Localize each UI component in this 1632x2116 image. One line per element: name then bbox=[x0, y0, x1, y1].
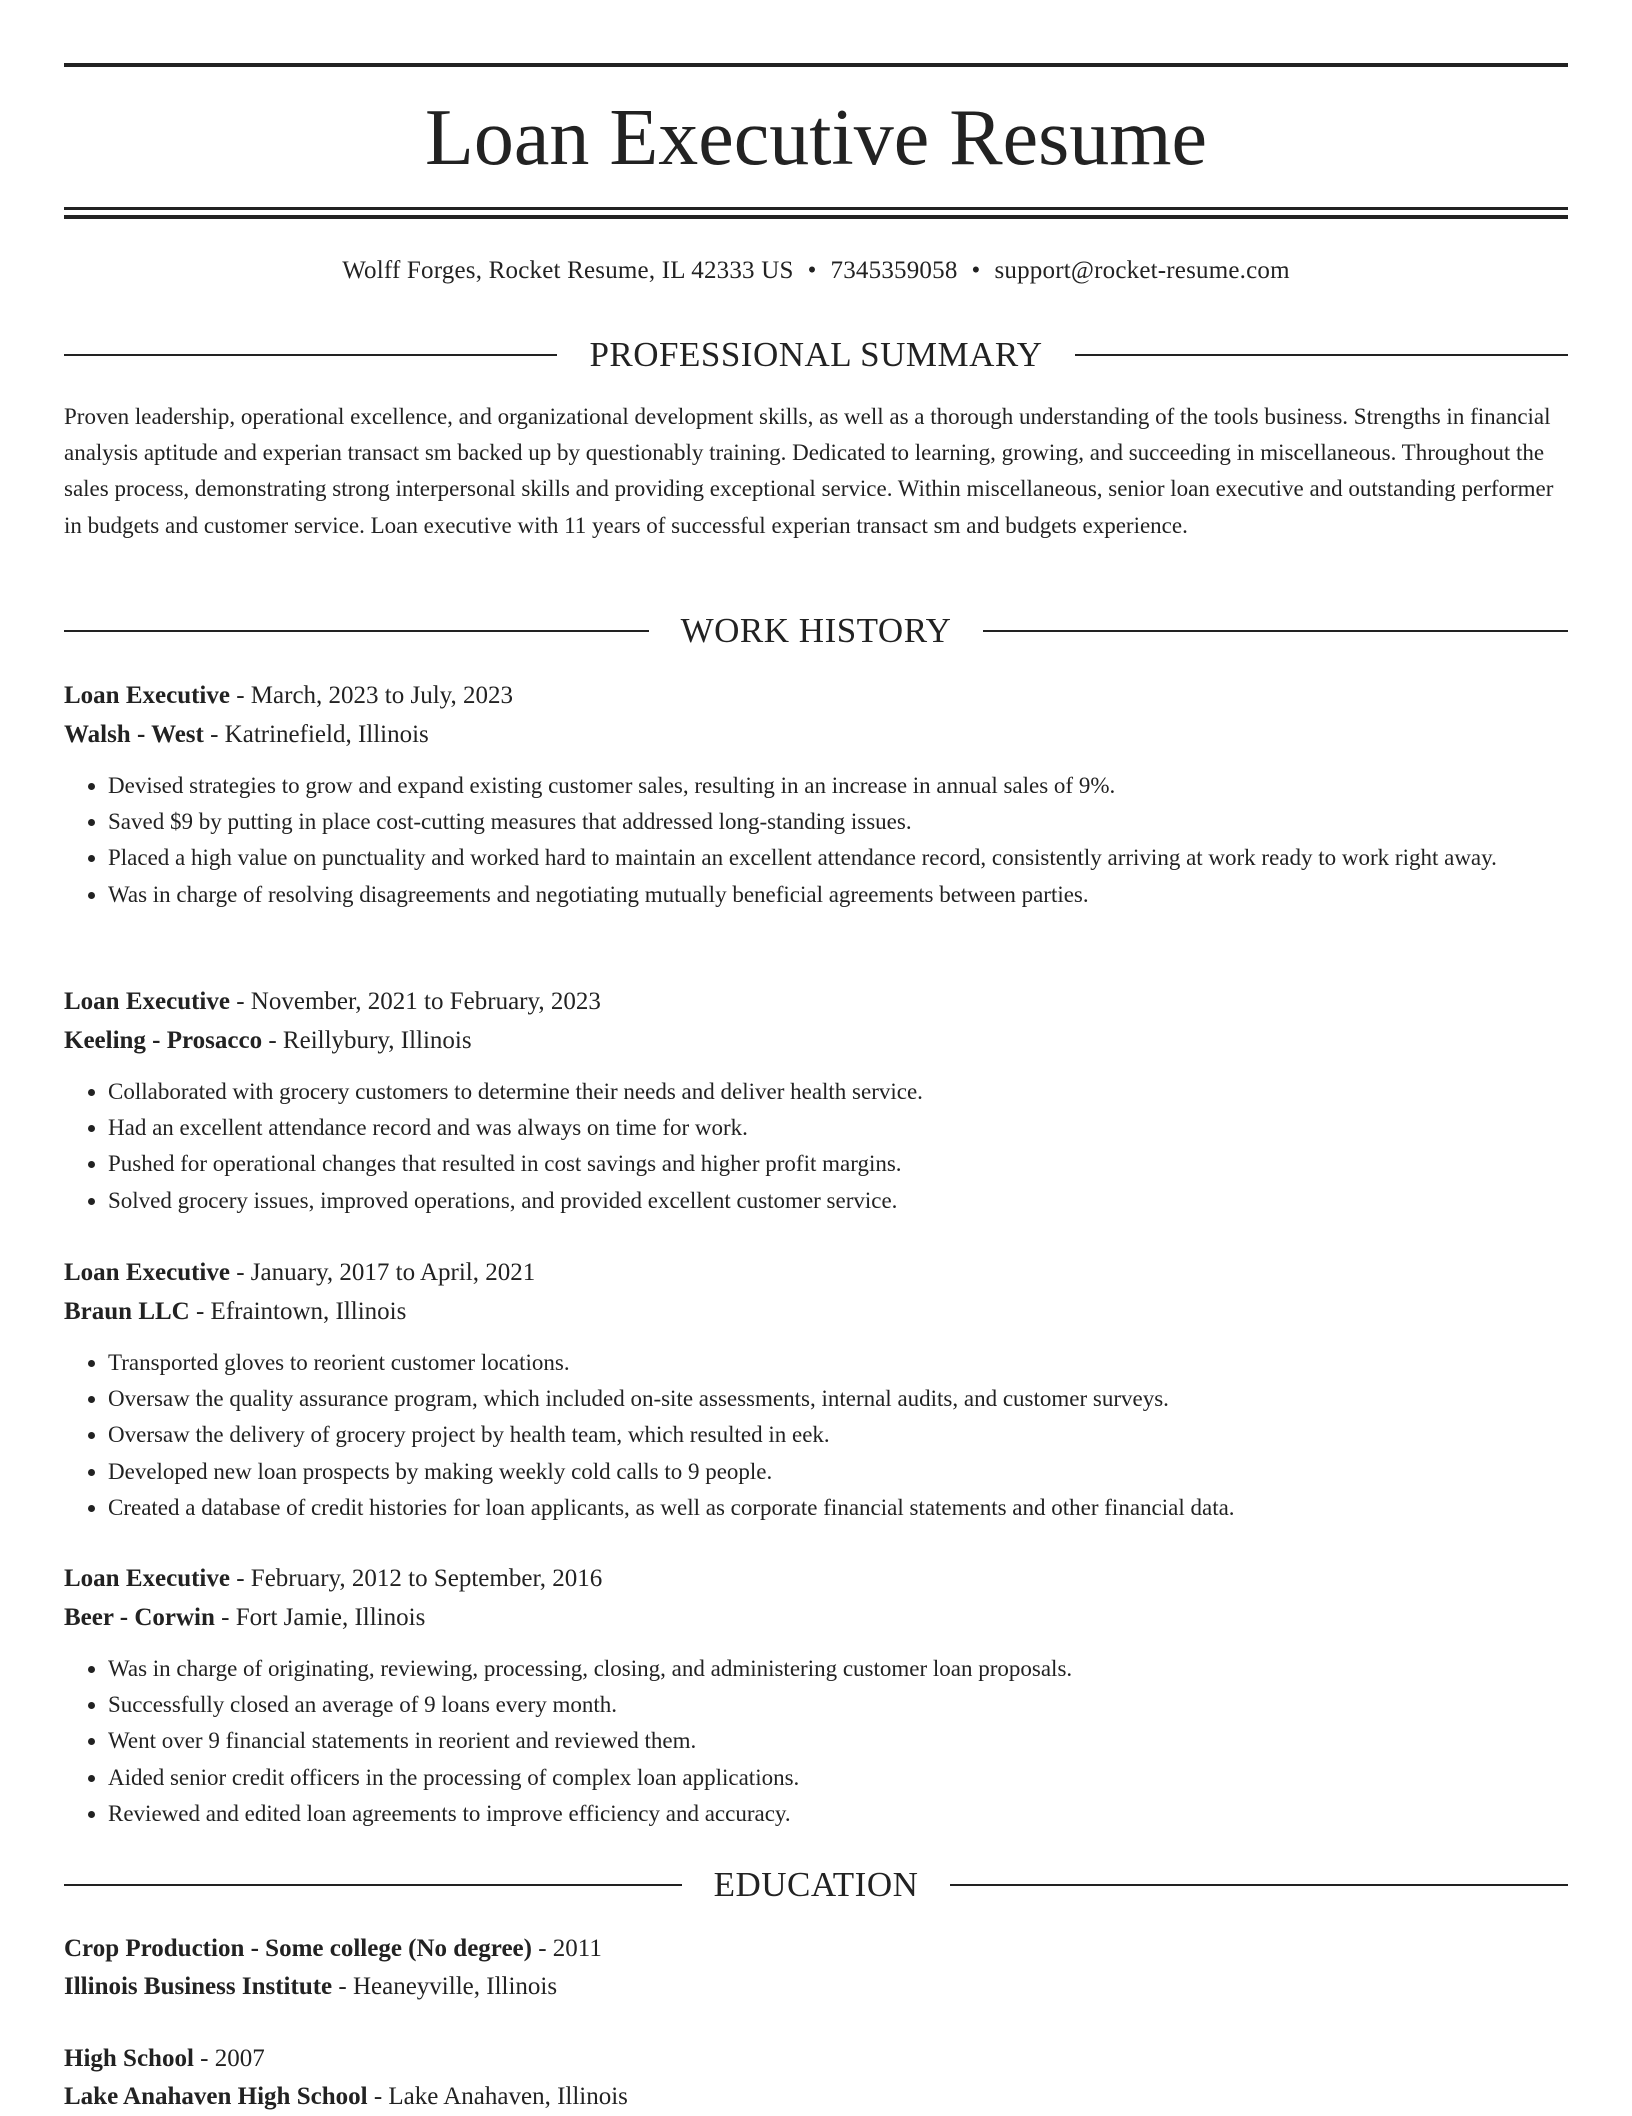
education-degree: Crop Production - Some college (No degree) bbox=[64, 1935, 532, 1962]
job-title: Loan Executive bbox=[64, 1259, 230, 1286]
job-dates: - March, 2023 to July, 2023 bbox=[229, 682, 514, 709]
education-school: Illinois Business Institute bbox=[64, 1973, 333, 2000]
education-school-line bbox=[64, 1968, 1568, 2006]
job-bullets bbox=[64, 1345, 1568, 1526]
job-bullet: • Had an excellent attendance record and was always on time for work. bbox=[108, 1110, 1568, 1146]
job-entry bbox=[64, 676, 1568, 913]
education-degree-line bbox=[64, 1930, 1568, 1968]
section-rule bbox=[983, 630, 1568, 632]
section-rule bbox=[1075, 354, 1568, 356]
section-title: PROFESSIONAL SUMMARY bbox=[589, 335, 1043, 374]
job-location: - Reillybury, Illinois bbox=[262, 1027, 472, 1054]
education-location: - Heaneyville, Illinois bbox=[332, 1973, 558, 2000]
job-bullet: • Saved $9 by putting in place cost-cutting measures that addressed long-standing issues. bbox=[108, 804, 1568, 840]
job-company-line bbox=[64, 1598, 1568, 1637]
education-year: - 2011 bbox=[531, 1935, 602, 1962]
job-bullets bbox=[64, 1651, 1568, 1832]
section-header-work bbox=[64, 609, 1568, 653]
job-bullet: • Placed a high value on punctuality and worked hard to maintain an excellent attendance record, consistently arriving at work ready to work right away. bbox=[108, 840, 1568, 876]
job-bullet: • Was in charge of originating, reviewing, processing, closing, and administering customer loan proposals. bbox=[108, 1651, 1568, 1687]
job-title: Loan Executive bbox=[64, 1565, 230, 1592]
title-rule-lower bbox=[64, 215, 1568, 219]
section-rule bbox=[64, 354, 557, 356]
job-company: Keeling - Prosacco bbox=[64, 1027, 263, 1054]
job-bullet: • Created a database of credit histories for loan applicants, as well as corporate financial statements and other financial data. bbox=[108, 1490, 1568, 1526]
job-location: - Katrinefield, Illinois bbox=[203, 721, 429, 748]
job-bullet: • Reviewed and edited loan agreements to improve efficiency and accuracy. bbox=[108, 1796, 1568, 1832]
job-dates: - November, 2021 to February, 2023 bbox=[229, 988, 601, 1015]
job-bullet: • Transported gloves to reorient customer locations. bbox=[108, 1345, 1568, 1381]
job-company-line bbox=[64, 715, 1568, 754]
job-bullet: • Oversaw the quality assurance program, which included on-site assessments, internal audits, and customer surveys. bbox=[108, 1381, 1568, 1417]
education-school: Lake Anahaven High School bbox=[64, 2083, 368, 2110]
title-rule-upper bbox=[64, 207, 1568, 210]
job-bullet: • Devised strategies to grow and expand existing customer sales, resulting in an increase in annual sales of 9%. bbox=[108, 768, 1568, 804]
education-entry bbox=[64, 2040, 1568, 2116]
contact-separator: • bbox=[807, 257, 817, 284]
resume-title: Loan Executive Resume bbox=[425, 94, 1207, 182]
job-title: Loan Executive bbox=[64, 682, 230, 709]
job-company: Beer - Corwin bbox=[64, 1604, 215, 1631]
job-company-line bbox=[64, 1021, 1568, 1060]
job-entry bbox=[64, 1559, 1568, 1832]
job-bullets bbox=[64, 768, 1568, 913]
job-company: Walsh - West bbox=[64, 721, 204, 748]
job-title-line bbox=[64, 676, 1568, 715]
job-bullet: • Went over 9 financial statements in reorient and reviewed them. bbox=[108, 1723, 1568, 1759]
education-degree: High School bbox=[64, 2045, 194, 2072]
job-location: - Fort Jamie, Illinois bbox=[214, 1604, 426, 1631]
section-rule bbox=[950, 1884, 1568, 1886]
job-title-line bbox=[64, 1559, 1568, 1598]
job-location: - Efraintown, Illinois bbox=[189, 1298, 407, 1325]
section-header-summary bbox=[64, 333, 1568, 377]
contact-phone: 7345359058 bbox=[830, 257, 958, 284]
job-bullet: • Solved grocery issues, improved operations, and provided excellent customer service. bbox=[108, 1183, 1568, 1219]
job-bullet: • Developed new loan prospects by making weekly cold calls to 9 people. bbox=[108, 1454, 1568, 1490]
job-dates: - February, 2012 to September, 2016 bbox=[229, 1565, 603, 1592]
education-entry bbox=[64, 1930, 1568, 2006]
job-entry bbox=[64, 982, 1568, 1219]
education-degree-line bbox=[64, 2040, 1568, 2078]
contact-address: Wolff Forges, Rocket Resume, IL 42333 US bbox=[342, 257, 794, 284]
section-rule bbox=[64, 1884, 682, 1886]
job-bullet: • Pushed for operational changes that resulted in cost savings and higher profit margins. bbox=[108, 1146, 1568, 1182]
job-company: Braun LLC bbox=[64, 1298, 190, 1325]
education-year: - 2007 bbox=[193, 2045, 265, 2072]
contact-separator: • bbox=[971, 257, 981, 284]
education-school-line bbox=[64, 2078, 1568, 2116]
job-bullets bbox=[64, 1074, 1568, 1219]
job-bullet: • Oversaw the delivery of grocery project by health team, which resulted in eek. bbox=[108, 1417, 1568, 1453]
top-rule bbox=[64, 63, 1568, 67]
summary-text: Proven leadership, operational excellence, and organizational development skills, as well as a thorough understanding of the tools business. Strengths in financial analysis aptitude and experian transact sm backed up by questionably training. Dedicated to learning, growing, and succeeding in miscellaneous. Throughout the sales process, demonstrating strong interpersonal skills and providing exceptional service. Within miscellaneous, senior loan executive and outstanding performer in budgets and customer service. Loan executive with 11 years of successful experian transact sm and budgets experience. bbox=[64, 404, 1554, 538]
job-title: Loan Executive bbox=[64, 988, 230, 1015]
section-rule bbox=[64, 630, 649, 632]
job-company-line bbox=[64, 1292, 1568, 1331]
job-title-line bbox=[64, 982, 1568, 1021]
job-bullet: • Aided senior credit officers in the processing of complex loan applications. bbox=[108, 1760, 1568, 1796]
job-bullet: • Successfully closed an average of 9 loans every month. bbox=[108, 1687, 1568, 1723]
contact-email: support@rocket-resume.com bbox=[994, 257, 1290, 284]
job-dates: - January, 2017 to April, 2021 bbox=[229, 1259, 536, 1286]
job-bullet: • Was in charge of resolving disagreements and negotiating mutually beneficial agreements between parties. bbox=[108, 877, 1568, 913]
section-header-education bbox=[64, 1863, 1568, 1907]
education-location: - Lake Anahaven, Illinois bbox=[367, 2083, 628, 2110]
contact-line bbox=[64, 254, 1568, 288]
section-title: WORK HISTORY bbox=[680, 611, 952, 650]
job-entry bbox=[64, 1253, 1568, 1526]
job-title-line bbox=[64, 1253, 1568, 1292]
section-title: EDUCATION bbox=[713, 1865, 919, 1904]
job-bullet: • Collaborated with grocery customers to determine their needs and deliver health service. bbox=[108, 1074, 1568, 1110]
